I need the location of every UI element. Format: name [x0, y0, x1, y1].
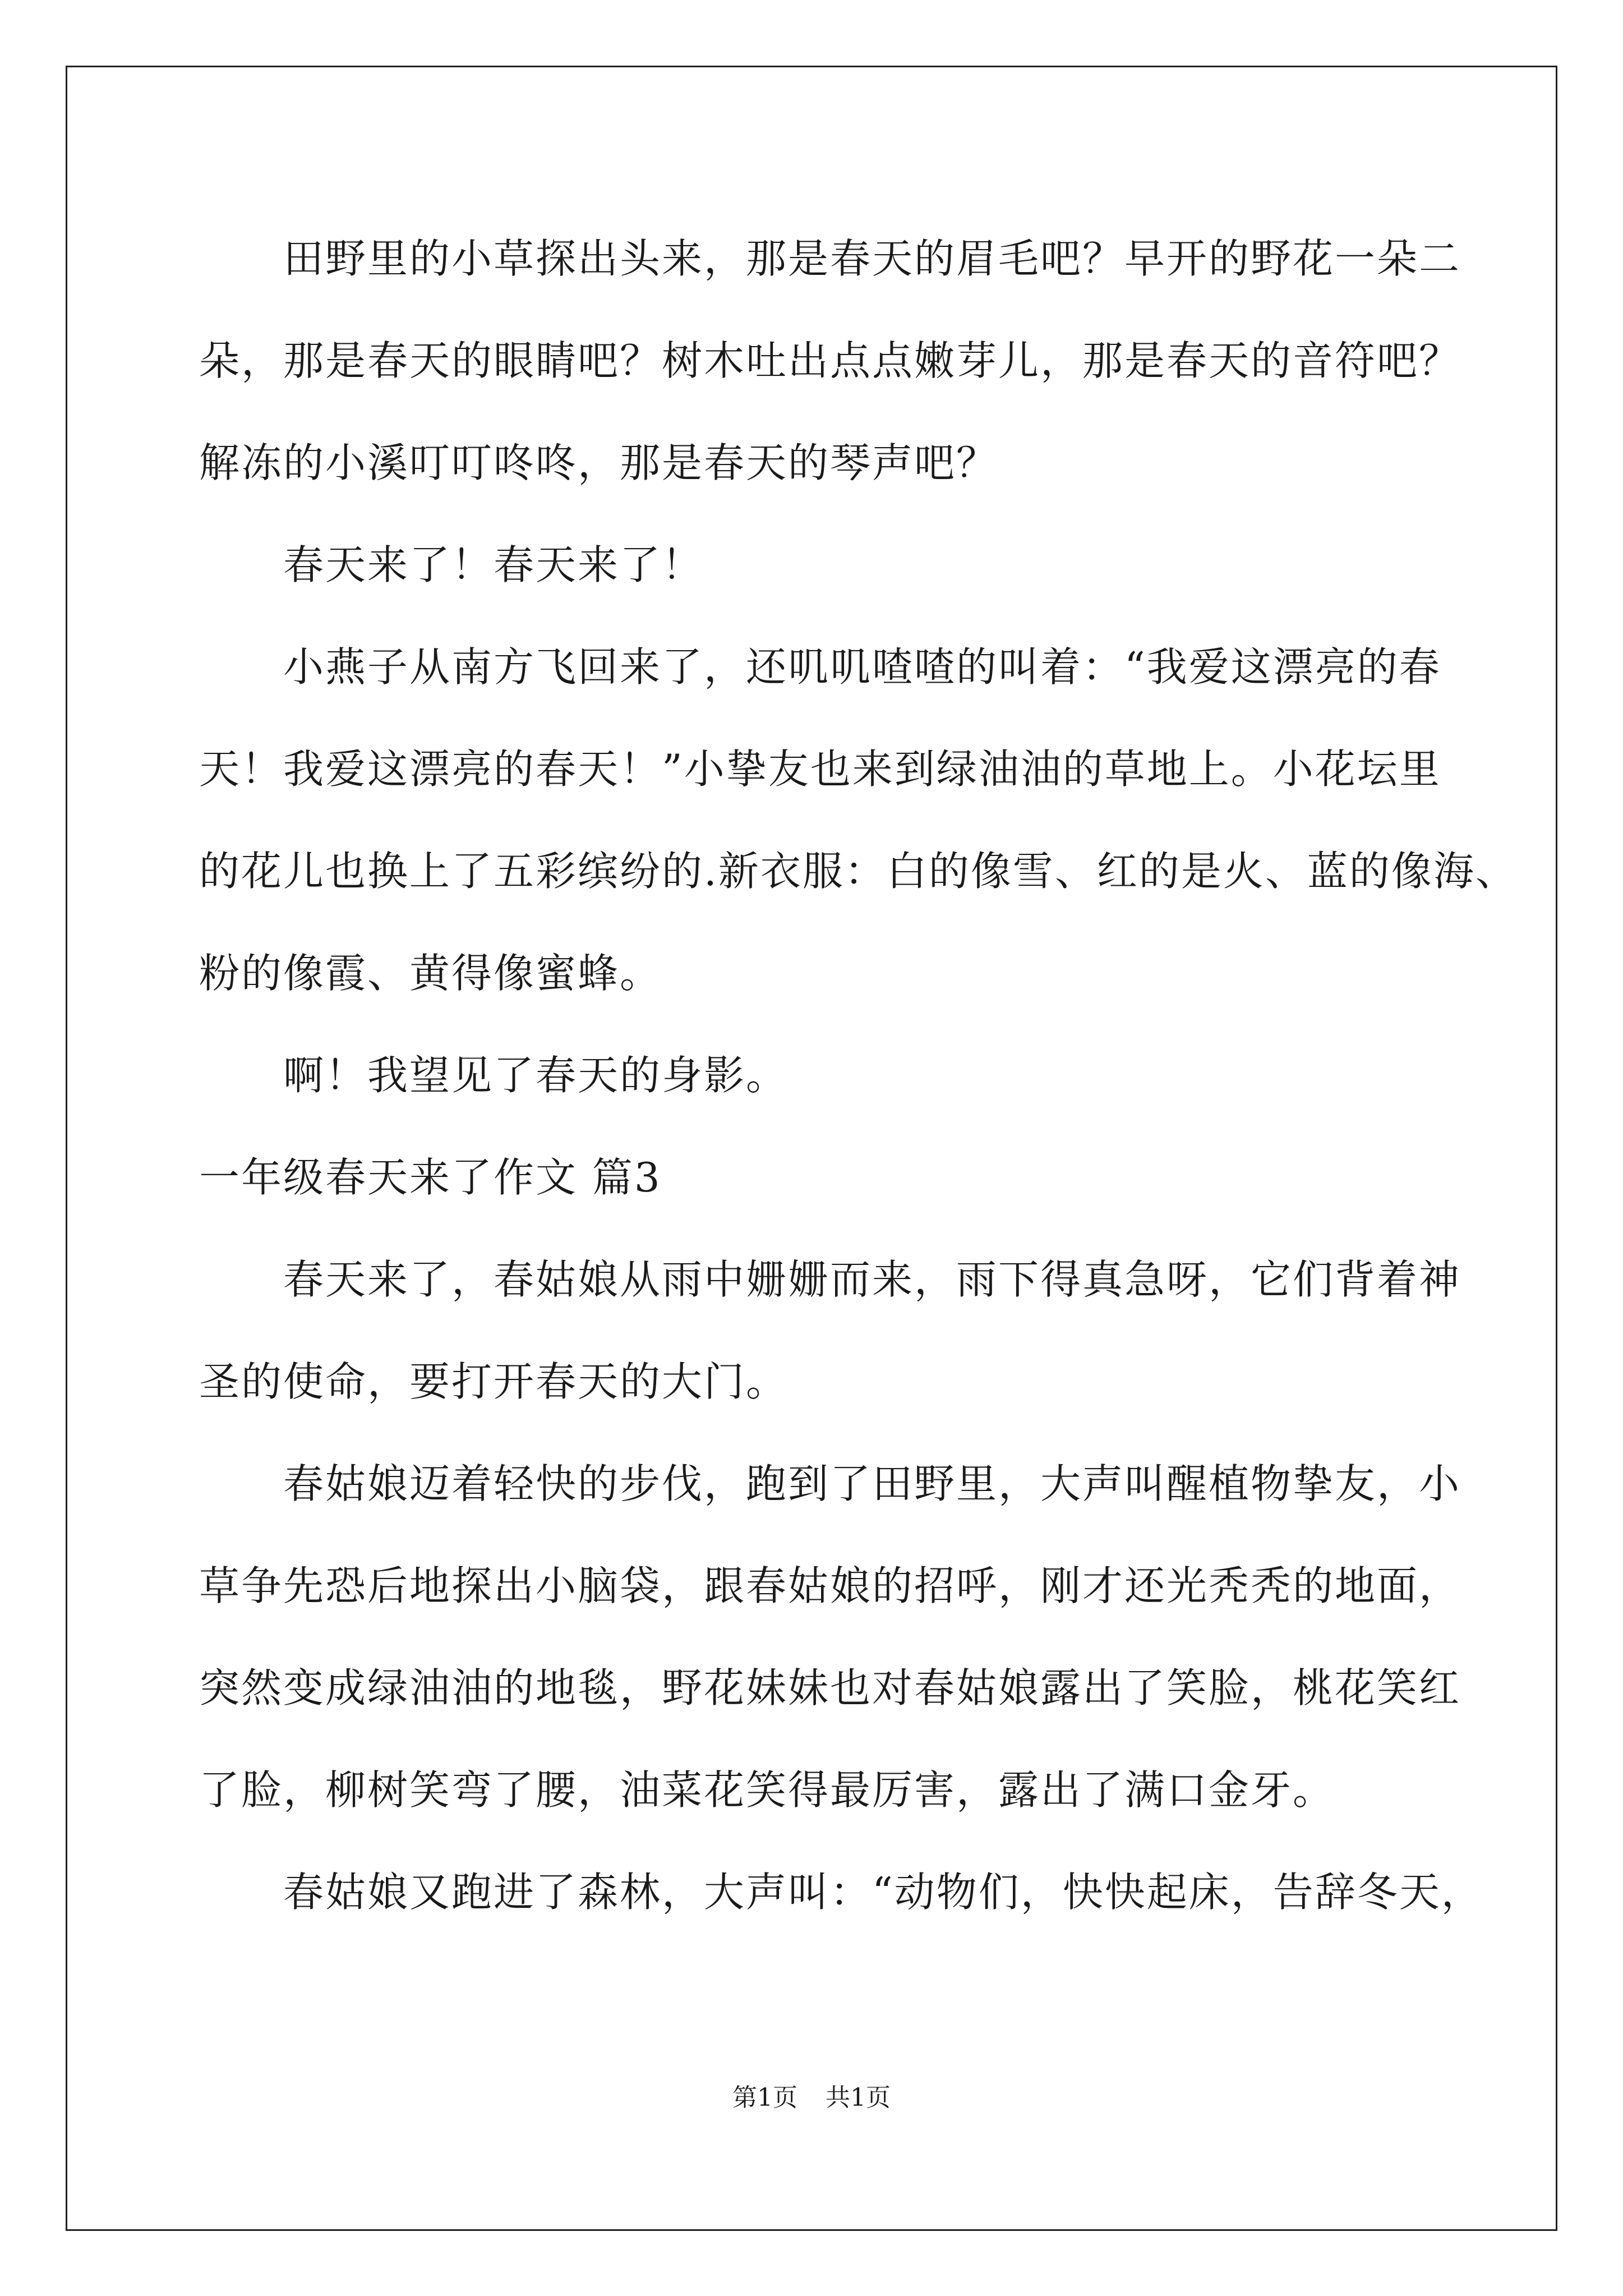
text-line: 了脸，柳树笑弯了腰，油菜花笑得最厉害，露出了满口金牙。: [199, 1766, 1335, 1814]
text-line: 啊！我望见了春天的身影。: [283, 1052, 789, 1099]
text-line: 解冻的小溪叮叮咚咚，那是春天的琴声吧？: [199, 439, 999, 486]
text-line: 粉的像霞、黄得像蜜蜂。: [199, 950, 662, 997]
text-line: 圣的使命，要打开春天的大门。: [199, 1358, 789, 1405]
text-line: 春天来了，春姑娘从雨中姗姗而来，雨下得真急呀，它们背着神: [283, 1256, 1461, 1303]
text-line: 草争先恐后地探出小脑袋，跟春姑娘的招呼，刚才还光秃秃的地面，: [199, 1562, 1461, 1609]
text-line: 春天来了！春天来了！: [283, 541, 704, 588]
page-footer: [0, 2081, 1623, 2115]
text-line: 春姑娘迈着轻快的步伐，跑到了田野里，大声叫醒植物挚友，小: [283, 1460, 1461, 1507]
text-line: 春姑娘又跑进了森林，大声叫：“动物们，快快起床，告辞冬天，: [283, 1869, 1483, 1916]
text-line: 突然变成绿油油的地毯，野花妹妹也对春姑娘露出了笑脸，桃花笑红: [199, 1664, 1461, 1711]
page-number: 第1页: [732, 2083, 797, 2112]
text-line: 天！我爱这漂亮的春天！”小挚友也来到绿油油的草地上。小花坛里: [199, 746, 1441, 793]
text-line: 小燕子从南方飞回来了，还叽叽喳喳的叫着：“我爱这漂亮的春: [283, 643, 1441, 691]
text-line: 田野里的小草探出头来，那是春天的眉毛吧？早开的野花一朵二: [283, 235, 1461, 282]
text-line: 朵，那是春天的眼睛吧？树木吐出点点嫩芽儿，那是春天的音符吧？: [199, 337, 1461, 384]
section-heading: 一年级春天来了作文 篇3: [199, 1154, 662, 1201]
page-total: 共1页: [826, 2083, 891, 2112]
text-line: 的花儿也换上了五彩缤纷的.新衣服：白的像雪、红的是火、蓝的像海、: [199, 848, 1518, 895]
document-body: [199, 208, 1518, 1943]
